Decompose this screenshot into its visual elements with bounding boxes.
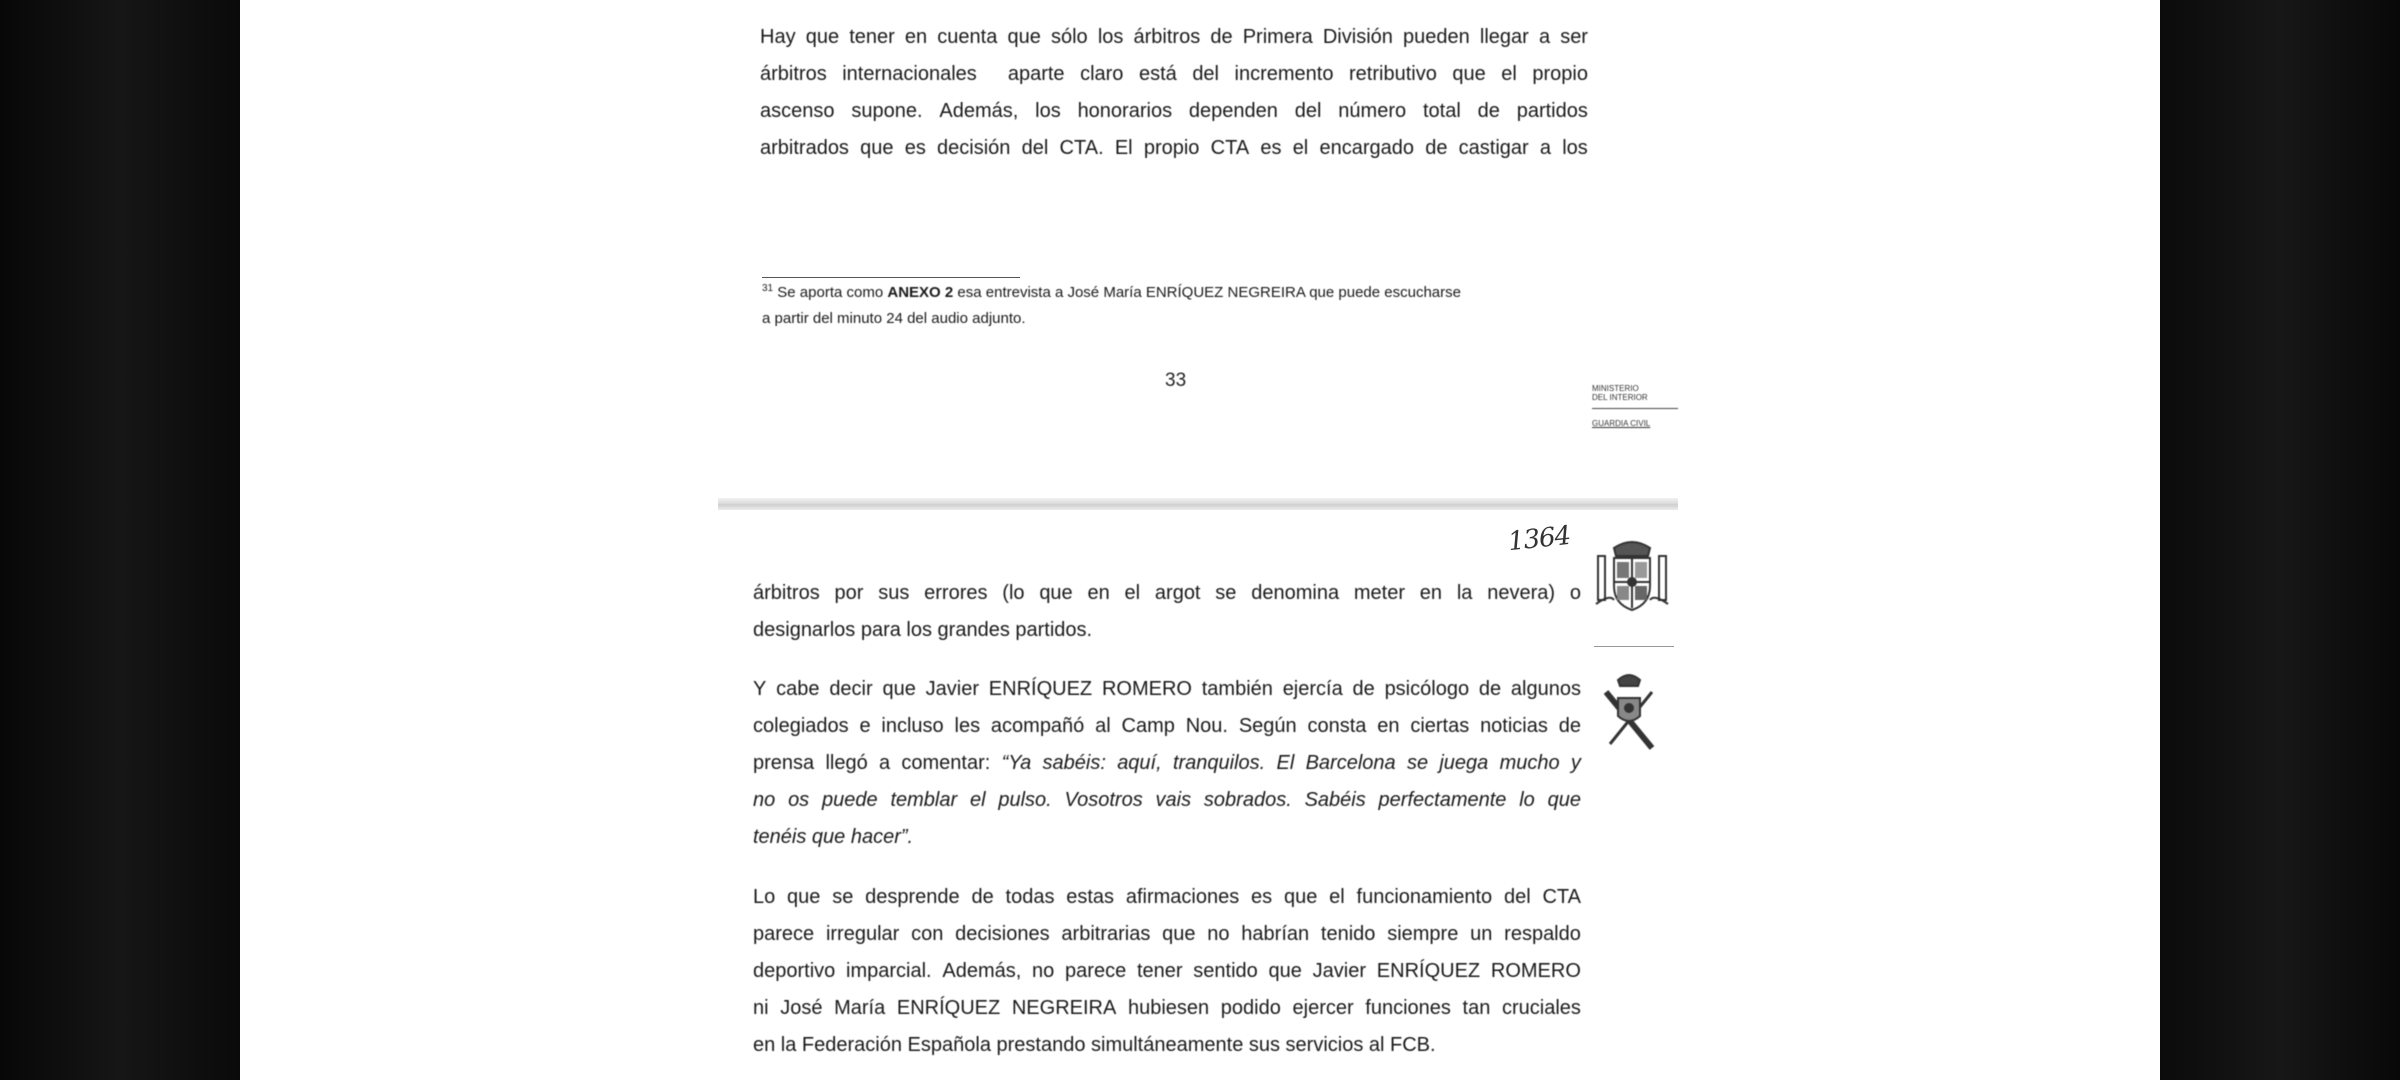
- bottom-p3-line-5: en la Federación Española prestando simultáneamente sus servicios al FCB.: [753, 1034, 1436, 1056]
- word: ejercer: [1292, 997, 1354, 1019]
- word: del: [1021, 137, 1049, 159]
- word: número: [1338, 100, 1407, 122]
- top-paragraph-line-3: [760, 100, 1588, 123]
- word: ni: [753, 997, 769, 1019]
- page-number: 33: [1165, 370, 1187, 391]
- bottom-p3-line-3: [753, 960, 1581, 983]
- word: algunos: [1510, 678, 1581, 700]
- word: respaldo: [1504, 923, 1581, 945]
- word: de: [1477, 100, 1500, 122]
- word: sus: [878, 582, 910, 604]
- word: El: [1114, 137, 1133, 159]
- word: Nou.: [1185, 715, 1228, 737]
- word: con: [911, 923, 944, 945]
- word: Javier: [1312, 960, 1367, 982]
- word: CTA: [1210, 137, 1250, 159]
- word: que: [882, 678, 916, 700]
- word: tenido: [1320, 923, 1376, 945]
- word: o: [1569, 582, 1581, 604]
- word: Sabéis: [1304, 789, 1366, 811]
- word: vais: [1155, 789, 1192, 811]
- word: en: [1419, 582, 1443, 604]
- word: Según: [1238, 715, 1297, 737]
- word: se: [1406, 752, 1429, 774]
- word: árbitros: [760, 63, 827, 85]
- footnote-mark: 31: [762, 283, 774, 294]
- word: que: [1162, 923, 1196, 945]
- word: ser: [1560, 26, 1588, 48]
- word: que: [1268, 960, 1302, 982]
- word: se: [1215, 582, 1237, 604]
- word: y: [1570, 752, 1581, 774]
- word: es: [904, 137, 926, 159]
- word: argot: [1154, 582, 1201, 604]
- word: en: [904, 26, 928, 48]
- word: ENRÍQUEZ: [1376, 960, 1481, 982]
- word: honorarios: [1077, 100, 1173, 122]
- bottom-p2-line-3: [753, 752, 1581, 775]
- word: de: [1210, 26, 1233, 48]
- word: Además,: [942, 960, 1022, 982]
- word: afirmaciones: [1125, 886, 1240, 908]
- word: tan: [1462, 997, 1491, 1019]
- word: los: [1097, 26, 1124, 48]
- word: al: [1095, 715, 1111, 737]
- word: se: [832, 886, 854, 908]
- word: tener: [1136, 960, 1183, 982]
- ministry-stamp: [1592, 384, 1678, 428]
- spain-coat-of-arms-icon: [1590, 534, 1674, 616]
- word: pulso.: [998, 789, 1052, 811]
- word: de: [971, 886, 994, 908]
- word: ENRÍQUEZ: [988, 678, 1093, 700]
- word: los: [1035, 100, 1061, 122]
- word: claro: [1080, 63, 1124, 85]
- word: sabéis:: [1042, 752, 1106, 774]
- right-background-margin: [2160, 0, 2400, 1080]
- word: lo: [1519, 789, 1535, 811]
- footnote-rest: esa entrevista a José María ENRÍQUEZ NEGREIRA que puede escucharse: [957, 284, 1461, 301]
- word: sentido: [1193, 960, 1258, 982]
- word: estas: [1066, 886, 1115, 908]
- word: decisiones: [955, 923, 1050, 945]
- word: que: [860, 137, 894, 159]
- bottom-p3-line-1: [753, 886, 1581, 909]
- word: Hay: [760, 26, 796, 48]
- word: ROMERO: [1101, 678, 1192, 700]
- word: consta: [1307, 715, 1367, 737]
- footnote-rule: [762, 277, 1020, 278]
- word: María: [834, 997, 886, 1019]
- word: tranquilos.: [1172, 752, 1266, 774]
- word: ejercía: [1282, 678, 1343, 700]
- word: Además,: [939, 100, 1019, 122]
- bottom-p2-line-4: [753, 789, 1581, 812]
- word: que: [1039, 582, 1073, 604]
- word: cruciales: [1502, 997, 1581, 1019]
- word: Primera: [1242, 26, 1313, 48]
- word: Vosotros: [1064, 789, 1143, 811]
- word: comentar:: [901, 752, 991, 774]
- word: os: [788, 789, 810, 811]
- word: propio: [1143, 137, 1200, 159]
- word: a: [1539, 137, 1552, 159]
- bottom-p1-line-2: designarlos para los grandes partidos.: [753, 619, 1093, 641]
- word: Lo: [753, 886, 776, 908]
- top-paragraph-line-2: [760, 63, 1588, 86]
- word: NEGREIRA: [1011, 997, 1117, 1019]
- word: desprende: [865, 886, 960, 908]
- word: División: [1322, 26, 1393, 48]
- word: está: [1138, 63, 1177, 85]
- top-paragraph-line-1: [760, 26, 1588, 49]
- word: ascenso: [760, 100, 835, 122]
- word: llegó: [825, 752, 868, 774]
- ministry-stamp-line-2: DEL INTERIOR: [1592, 393, 1648, 402]
- word: incluso: [881, 715, 944, 737]
- word: CTA.: [1059, 137, 1104, 159]
- word: en: [1377, 715, 1400, 737]
- word: los: [1562, 137, 1588, 159]
- word: no: [1207, 923, 1230, 945]
- word: arbitrados: [760, 137, 849, 159]
- word: internacionales: [842, 63, 977, 85]
- word: aquí,: [1117, 752, 1162, 774]
- word: sobrados.: [1203, 789, 1292, 811]
- word: funcionamiento: [1356, 886, 1493, 908]
- footnote-annex-label: ANEXO 2: [887, 284, 954, 301]
- word: de: [1478, 678, 1502, 700]
- word: que: [1452, 63, 1486, 85]
- word: decisión: [937, 137, 1011, 159]
- word: del: [1192, 63, 1220, 85]
- word: tener: [849, 26, 895, 48]
- ministry-stamp-line-3: GUARDIA CIVIL: [1592, 419, 1651, 428]
- word: mucho: [1499, 752, 1560, 774]
- word: el: [1292, 137, 1309, 159]
- word: irregular: [825, 923, 900, 945]
- left-background-margin: [0, 0, 240, 1080]
- bottom-p3-line-4: [753, 997, 1581, 1020]
- word: aparte: [1007, 63, 1065, 85]
- word: total: [1422, 100, 1461, 122]
- word: de: [1425, 137, 1448, 159]
- word: parece: [753, 923, 815, 945]
- word: nevera): [1487, 582, 1556, 604]
- word: acompañó: [990, 715, 1085, 737]
- word: “Ya: [1001, 752, 1032, 774]
- word: retributivo: [1349, 63, 1437, 85]
- word: un: [1470, 923, 1493, 945]
- word: Camp: [1121, 715, 1175, 737]
- word: a: [878, 752, 891, 774]
- bottom-p1-line-1: [753, 582, 1581, 605]
- word: del: [1294, 100, 1322, 122]
- word: cabe: [776, 678, 820, 700]
- bottom-p2-line-1: [753, 678, 1581, 701]
- word: temblar: [890, 789, 958, 811]
- footnote-line-1: [762, 283, 1461, 301]
- word: llegar: [1479, 26, 1529, 48]
- word: siempre: [1387, 923, 1459, 945]
- word: árbitros: [1133, 26, 1201, 48]
- word: errores: [924, 582, 988, 604]
- word: psicólogo: [1384, 678, 1470, 700]
- word: en: [1087, 582, 1110, 604]
- word: de: [1558, 715, 1581, 737]
- emblem-divider: [1594, 646, 1674, 647]
- word: no: [1032, 960, 1055, 982]
- word: también: [1201, 678, 1273, 700]
- word: no: [753, 789, 776, 811]
- bottom-p2-line-2: [753, 715, 1581, 738]
- word: el: [1501, 63, 1517, 85]
- word: habrían: [1241, 923, 1310, 945]
- footnote-line-2: a partir del minuto 24 del audio adjunto.: [762, 310, 1026, 327]
- word: funciones: [1365, 997, 1451, 1019]
- word: El: [1276, 752, 1295, 774]
- word: podido: [1220, 997, 1281, 1019]
- word: prensa: [753, 752, 815, 774]
- word: encargado: [1319, 137, 1414, 159]
- word: el: [1124, 582, 1141, 604]
- word: castigar: [1458, 137, 1529, 159]
- word: noticias: [1480, 715, 1548, 737]
- word: perfectamente: [1378, 789, 1507, 811]
- word: del: [1503, 886, 1531, 908]
- word: dependen: [1188, 100, 1278, 122]
- word: es: [1260, 137, 1282, 159]
- word: que: [787, 886, 821, 908]
- word: propio: [1532, 63, 1588, 85]
- word: sólo: [1050, 26, 1088, 48]
- word: que: [1007, 26, 1041, 48]
- bottom-p2-line-5: tenéis que hacer”.: [753, 826, 914, 848]
- word: ENRÍQUEZ: [896, 997, 1001, 1019]
- word: ROMERO: [1490, 960, 1581, 982]
- page-break-divider: [718, 498, 1678, 510]
- word: todas: [1005, 886, 1055, 908]
- word: hubiesen: [1127, 997, 1210, 1019]
- word: que: [1547, 789, 1581, 811]
- word: el: [1329, 886, 1345, 908]
- word: ciertas: [1410, 715, 1470, 737]
- word: José: [780, 997, 823, 1019]
- document-viewer-sheet[interactable]: [240, 0, 2160, 1080]
- word: decir: [829, 678, 873, 700]
- word: cuenta: [937, 26, 998, 48]
- word: Y: [753, 678, 767, 700]
- word: les: [954, 715, 981, 737]
- word: por: [834, 582, 864, 604]
- top-paragraph-line-4: [760, 137, 1588, 160]
- word: a: [1538, 26, 1551, 48]
- word: arbitrarias: [1061, 923, 1151, 945]
- word: incremento: [1234, 63, 1334, 85]
- word: denomina: [1251, 582, 1340, 604]
- word: puede: [822, 789, 878, 811]
- word: la: [1456, 582, 1473, 604]
- word: que: [805, 26, 840, 48]
- word: Barcelona: [1305, 752, 1396, 774]
- word: (lo: [1002, 582, 1025, 604]
- word: supone.: [851, 100, 923, 122]
- word: colegiados: [753, 715, 849, 737]
- word: deportivo: [753, 960, 836, 982]
- guardia-civil-emblem-icon: [1596, 668, 1662, 754]
- word: juega: [1439, 752, 1489, 774]
- word: CTA: [1542, 886, 1581, 908]
- word: pueden: [1403, 26, 1470, 48]
- word: que: [1283, 886, 1318, 908]
- ministry-stamp-line-1: MINISTERIO: [1592, 384, 1639, 393]
- handwritten-folio-number: 1364: [1506, 520, 1572, 558]
- word: imparcial.: [846, 960, 932, 982]
- word: partidos: [1516, 100, 1588, 122]
- word: de: [1352, 678, 1375, 700]
- footnote-intro: Se aporta como: [777, 284, 884, 301]
- word: Javier: [925, 678, 979, 700]
- word: el: [969, 789, 986, 811]
- word: parece: [1065, 960, 1127, 982]
- bottom-p3-line-2: [753, 923, 1581, 946]
- word: es: [1251, 886, 1273, 908]
- word: meter: [1353, 582, 1405, 604]
- word: árbitros: [753, 582, 820, 604]
- word: e: [859, 715, 871, 737]
